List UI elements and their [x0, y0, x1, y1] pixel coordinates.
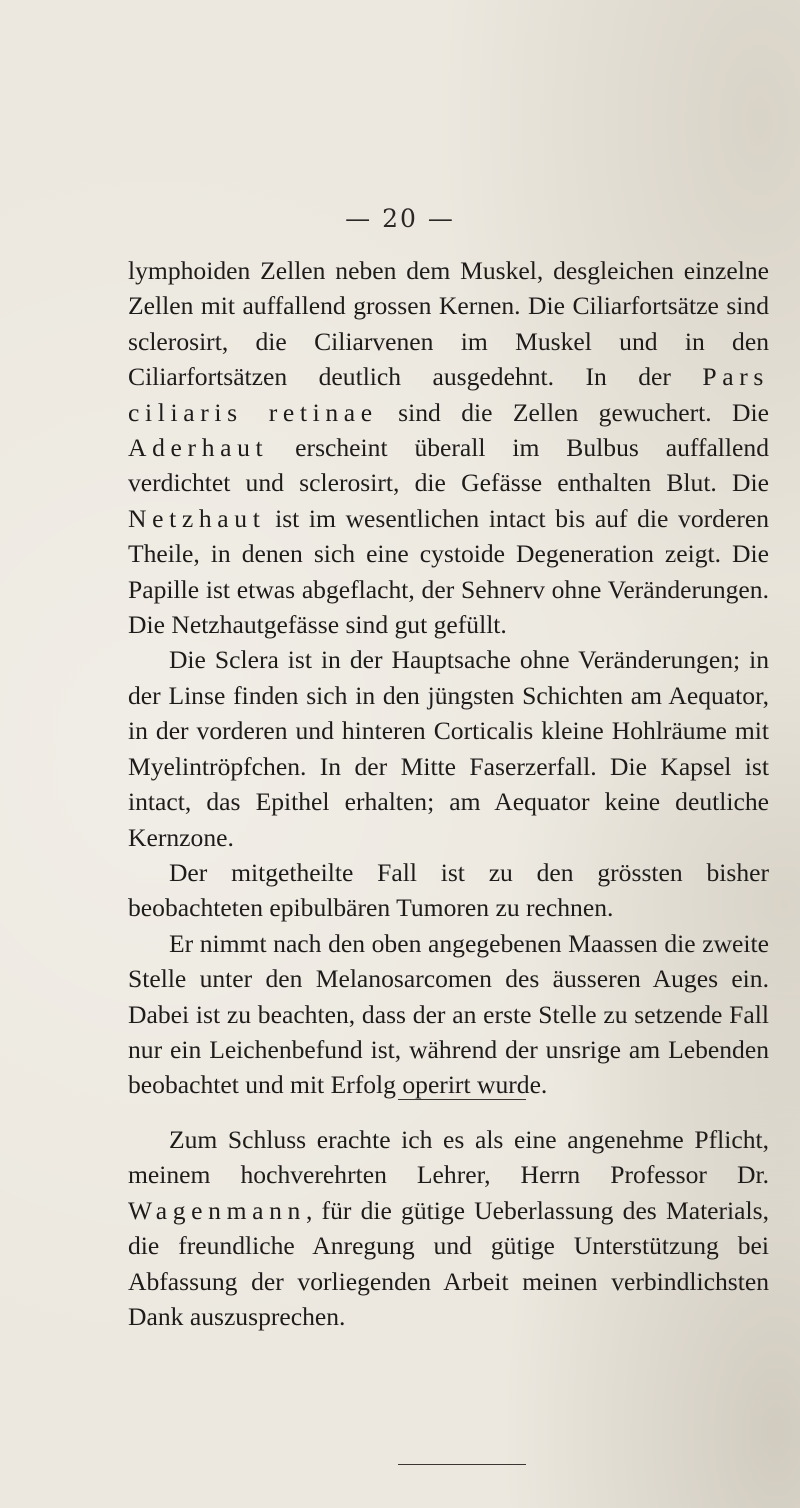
paragraph-1-text: sind die Zellen gewuchert. Die	[377, 397, 770, 427]
paragraph-4: Er nimmt nach den oben angegebenen Maassen die zweite Stelle unter den Melanosarcomen des äusseren Auges ein. Dabei ist zu beachten, dass der an erste Stelle zu setzende Fall nur ein Leichenbefund ist, während der unsrige am Lebenden beobachtet und mit Erfolg operirt wurde.	[128, 928, 769, 1100]
paragraph-1-text: erscheint überall im Bulbus auffallend verdichtet und sclerosirt, die Gefässe enthalten Blut. Die	[128, 433, 769, 498]
closing-paragraph	[128, 1122, 769, 1334]
closing-text: Zum Schluss erachte ich es als eine angenehme Pflicht, meinem hochverehrten Lehrer, Herrn Professor Dr.	[128, 1125, 769, 1190]
paragraph-3: Der mitgetheilte Fall ist zu den grössten bisher beobachteten epibulbären Tumoren zu rechnen.	[128, 857, 769, 923]
term-netzhaut: Netzhaut	[128, 503, 266, 533]
closing-acknowledgement	[128, 1122, 769, 1334]
closing-text: , für die gütige Ueberlassung des Materials, die freundliche Anregung und gütige Unterstützung bei Abfassung der vorliegenden Arbeit meinen verbindlichsten Dank auszusprechen.	[128, 1195, 769, 1332]
paragraph-2: Die Sclera ist in der Hauptsache ohne Veränderungen; in der Linse finden sich in den jüngsten Schichten am Aequator, in der vorderen und hinteren Corticalis kleine Hohlräume mit Myelintröpfchen. In der Mitte Faserzerfall. Die Kapsel ist intact, das Epithel erhalten; am Aequator keine deutliche Kernzone.	[128, 645, 769, 852]
body-text	[128, 253, 769, 1103]
term-pars-ciliaris-retinae: Pars ciliaris retinae	[128, 362, 769, 427]
paragraph-1-text: ist im wesentlichen intact bis auf die vorderen Theile, in denen sich eine cystoide Degeneration zeigt. Die Papille ist etwas abgeflacht, der Sehnerv ohne Veränderungen. Die Netzhautgefässe sind gut gefüllt.	[128, 503, 769, 640]
term-aderhaut: Aderhaut	[128, 433, 269, 463]
section-divider	[398, 1099, 526, 1100]
page-number: — 20 —	[345, 204, 455, 233]
name-wagenmann: Wagenmann	[128, 1195, 306, 1225]
end-divider	[398, 1464, 526, 1465]
paragraph-1-text: lymphoiden Zellen neben dem Muskel, desgleichen einzelne Zellen mit auffallend grossen Kernen. Die Ciliarfortsätze sind sclerosirt, die Ciliarvenen im Muskel und in den Ciliarfortsätzen deutlich ausgedehnt. In der	[128, 256, 769, 392]
paragraph-1	[128, 253, 769, 642]
